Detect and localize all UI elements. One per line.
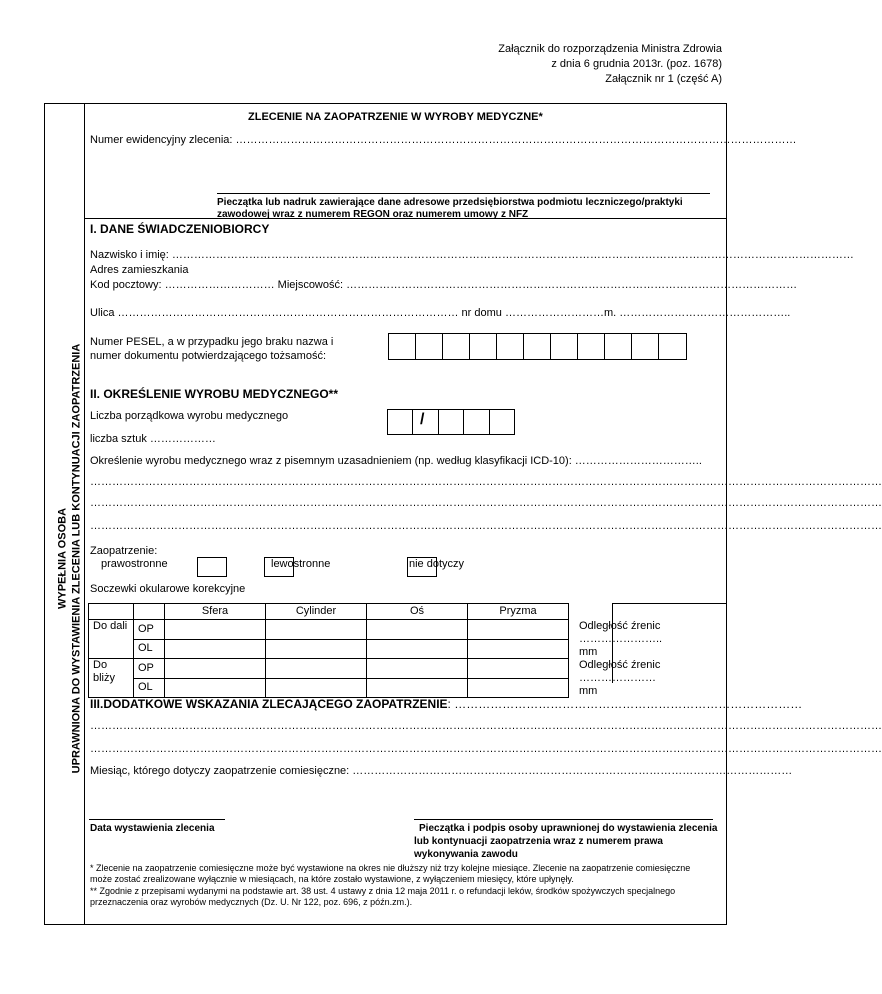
footnote-1b: może zostać zrealizowane wyłącznie w miesiącach, na które zostało wystawione, z wyłączeniem miesięcy, które upłynęły.	[90, 874, 574, 884]
footnote-2a: ** Zgodnie z przepisami wydanymi na podstawie art. 38 ust. 4 ustawy z dnia 12 maja 2011 r. o refundacji leków, środków spożywczych specjalnego	[90, 886, 676, 896]
cell[interactable]	[367, 659, 468, 679]
near-label: Do bliży	[89, 659, 134, 698]
pd-near-value[interactable]: ………………… mm	[579, 671, 656, 697]
description-label[interactable]: Określenie wyrobu medycznego wraz z pisemnym uzasadnieniem (np. według klasyfikacji ICD-10): ……………………………..	[90, 455, 702, 467]
pd-near-label: Odległość źrenic	[579, 658, 661, 671]
cell[interactable]	[468, 659, 569, 679]
monthly-field[interactable]: Miesiąc, którego dotyczy zaopatrzenie comiesięczne: …………………………………………………………………………………………………………	[90, 765, 793, 777]
header-prism: Pryzma	[468, 604, 569, 620]
form-title: ZLECENIE NA ZAOPATRZENIE W WYROBY MEDYCZNE*	[248, 111, 543, 123]
postal-field[interactable]: Kod pocztowy: ………………………… Miejscowość: ……………………………………………………………………………………………………………	[90, 279, 798, 291]
signature-line	[414, 819, 713, 820]
signature-caption-2: lub kontynuacji zaopatrzenia wraz z numerem prawa	[414, 836, 663, 847]
signature-caption-3: wykonywania zawodu	[414, 849, 518, 860]
pesel-cells[interactable]	[388, 333, 687, 360]
near-ol-label: OL	[134, 678, 165, 698]
description-line-2[interactable]: ………………………………………………………………………………………………………………………………………………………………………………………………	[90, 497, 882, 509]
cell[interactable]	[367, 639, 468, 659]
cell[interactable]	[165, 620, 266, 640]
cell[interactable]	[367, 620, 468, 640]
distance-op-label: OP	[134, 620, 165, 640]
address-label: Adres zamieszkania	[90, 264, 189, 276]
stamp-line	[217, 193, 710, 194]
section2-title: II. OKREŚLENIE WYROBU MEDYCZNEGO**	[90, 387, 339, 401]
lenses-label: Soczewki okularowe korekcyjne	[90, 583, 246, 595]
cell[interactable]	[468, 620, 569, 640]
cell[interactable]	[266, 678, 367, 698]
pd-distance-value[interactable]: ………………….. mm	[579, 632, 663, 658]
signature-caption-1: Pieczątka i podpis osoby uprawnionej do wystawienia zlecenia	[419, 823, 718, 834]
date-line	[89, 819, 225, 820]
cell[interactable]	[165, 639, 266, 659]
header-line-1: Załącznik do rozporządzenia Ministra Zdrowia	[498, 43, 722, 55]
indications-line-2[interactable]: ………………………………………………………………………………………………………………………………………………………………………………………………	[90, 743, 882, 755]
cell[interactable]	[165, 659, 266, 679]
pd-box	[612, 603, 727, 683]
section1-title: I. DANE ŚWIADCZENIOBIORCY	[90, 222, 270, 236]
side-label-line-2: UPRAWNIONA DO WYSTAWIENIA ZLECENIA LUB KONTYNUACJI ZAOPATRZENIA	[70, 343, 83, 774]
cell[interactable]	[367, 678, 468, 698]
side-label-line-1: WYPEŁNIA OSOBA	[56, 507, 69, 610]
cell[interactable]	[468, 639, 569, 659]
footnote-1a: * Zlecenie na zaopatrzenie comiesięczne może być wystawione na okres nie dłuższy niż trzy kolejne miesiące. Zlecenie na zaopatrzenie comiesięczne	[90, 863, 691, 873]
ordinal-slash: /	[420, 411, 425, 428]
lens-table	[88, 603, 674, 698]
near-op-label: OP	[134, 659, 165, 679]
indications-line-1[interactable]: ………………………………………………………………………………………………………………………………………………………………………………………………	[90, 720, 882, 732]
left-side-label: lewostronne	[271, 558, 331, 570]
distance-ol-label: OL	[134, 639, 165, 659]
right-side-label: prawostronne	[101, 558, 168, 570]
footnote-2b: przeznaczenia oraz wyrobów medycznych (Dz. U. Nr 122, poz. 696, z późn.zm.).	[90, 897, 413, 907]
section3-title: III.DODATKOWE WSKAZANIA ZLECAJĄCEGO ZAOPATRZENIE	[90, 697, 448, 711]
header-line-2: z dnia 6 grudnia 2013r. (poz. 1678)	[551, 58, 722, 70]
street-field[interactable]: Ulica ………………………………………………………………………………… nr domu ………………………m. ………………………………………..	[90, 307, 791, 319]
header-sphere: Sfera	[165, 604, 266, 620]
right-side-checkbox[interactable]	[197, 557, 227, 577]
registry-number-field[interactable]: Numer ewidencyjny zlecenia: ………………………………………………………………………………………………………………………………………	[90, 134, 797, 146]
description-line-3[interactable]: ………………………………………………………………………………………………………………………………………………………………………………………………	[90, 520, 882, 532]
ordinal-label: Liczba porządkowa wyrobu medycznego	[90, 410, 289, 422]
header-cylinder: Cylinder	[266, 604, 367, 620]
name-field[interactable]: Nazwisko i imię: ……………………………………………………………………………………………………………………………………………………………………	[90, 249, 854, 261]
description-line-1[interactable]: ………………………………………………………………………………………………………………………………………………………………………………………………	[90, 476, 882, 488]
pesel-label-1: Numer PESEL, a w przypadku jego braku nazwa i	[90, 336, 334, 348]
cell[interactable]	[468, 678, 569, 698]
stamp-caption-2: zawodowej wraz z numerem REGON oraz numerem umowy z NFZ	[217, 209, 529, 220]
supply-label: Zaopatrzenie:	[90, 545, 158, 557]
not-applicable-checkbox[interactable]	[407, 557, 437, 577]
ordinal-cells[interactable]	[387, 409, 515, 435]
header-axis: Oś	[367, 604, 468, 620]
left-column-divider	[84, 103, 85, 925]
quantity-field[interactable]: liczba sztuk ………………	[90, 433, 216, 445]
cell[interactable]	[266, 659, 367, 679]
stamp-caption-1: Pieczątka lub nadruk zawierające dane adresowe przedsiębiorstwa podmiotu leczniczego/praktyki	[217, 197, 683, 208]
pesel-label-2: numer dokumentu potwierdzającego tożsamość:	[90, 350, 327, 362]
cell[interactable]	[266, 620, 367, 640]
not-applicable-label: nie dotyczy	[409, 558, 465, 570]
cell[interactable]	[266, 639, 367, 659]
left-side-checkbox[interactable]	[264, 557, 294, 577]
distance-label: Do dali	[89, 620, 134, 659]
header-line-3: Załącznik nr 1 (część A)	[605, 73, 722, 85]
pd-distance-label: Odległość źrenic	[579, 619, 661, 632]
cell[interactable]	[165, 678, 266, 698]
date-label: Data wystawienia zlecenia	[90, 823, 215, 834]
section3-dots[interactable]: : ……………………………………………………………………………	[447, 697, 803, 711]
